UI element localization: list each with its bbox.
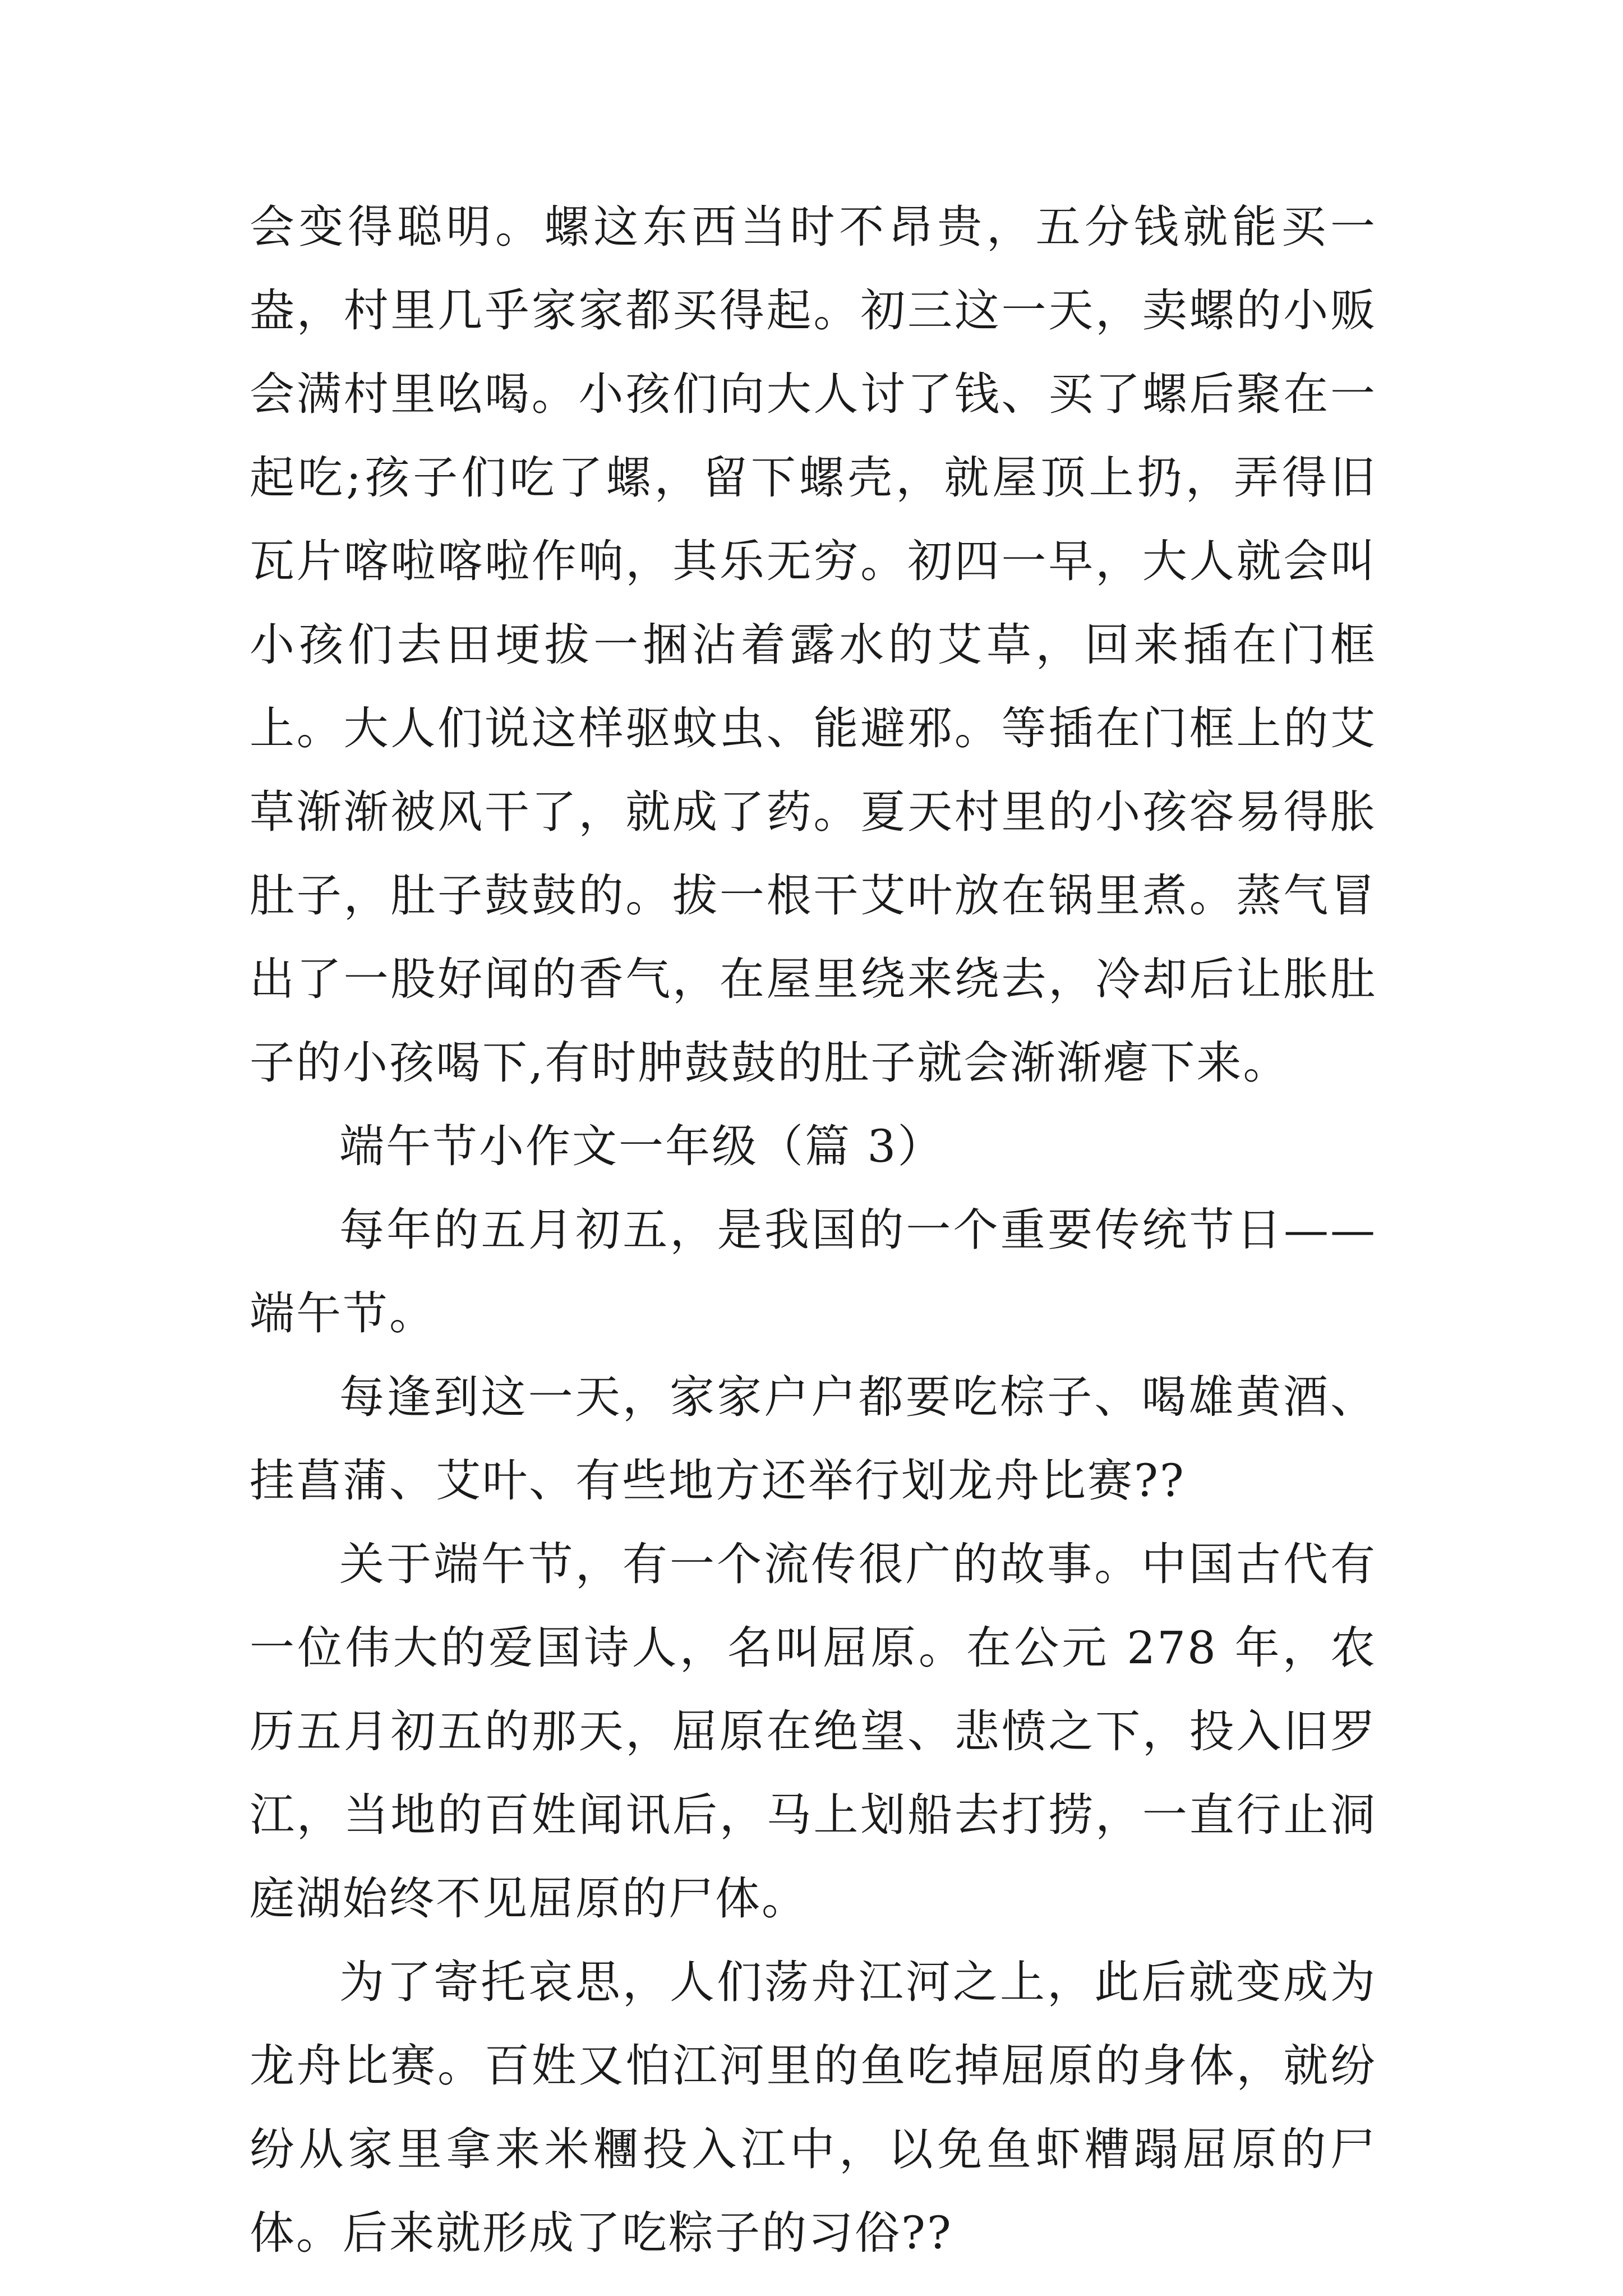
- document-body: [250, 185, 1377, 2275]
- paragraph-story: 关于端午节，有一个流传很广的故事。中国古代有一位伟大的爱国诗人，名叫屈原。在公元 278 年，农历五月初五的那天，屈原在绝望、悲愤之下，投入旧罗江，当地的百姓闻讯后，马上划船去打捞，一直行止洞庭湖始终不见屈原的尸体。: [250, 1538, 1377, 1925]
- paragraph-customs: 每逢到这一天，家家户户都要吃棕子、喝雄黄酒、挂菖蒲、艾叶、有些地方还举行划龙舟比赛??: [250, 1371, 1377, 1507]
- paragraph-tradition: 为了寄托哀思，人们荡舟江河之上，此后就变成为龙舟比赛。百姓又怕江河里的鱼吃掉屈原的身体，就纷纷从家里拿来米糰投入江中，以免鱼虾糟蹋屈原的尸体。后来就形成了吃粽子的习俗??: [250, 1956, 1377, 2259]
- paragraph-intro: 每年的五月初五，是我国的一个重要传统节日——端午节。: [250, 1204, 1377, 1340]
- section-heading: 端午节小作文一年级（篇 3）: [339, 1120, 944, 1172]
- paragraph-continuation: 会变得聪明。螺这东西当时不昂贵，五分钱就能买一盎，村里几乎家家都买得起。初三这一天，卖螺的小贩会满村里吆喝。小孩们向大人讨了钱、买了螺后聚在一起吃;孩子们吃了螺，留下螺壳，就屋顶上扔，弄得旧瓦片喀啦喀啦作响，其乐无穷。初四一早，大人就会叫小孩们去田埂拔一捆沾着露水的艾草，回来插在门框上。大人们说这样驱蚊虫、能避邪。等插在门框上的艾草渐渐被风干了，就成了药。夏天村里的小孩容易得胀肚子，肚子鼓鼓的。拔一根干艾叶放在锅里煮。蒸气冒出了一股好闻的香气，在屋里绕来绕去，冷却后让胀肚子的小孩喝下,有时肿鼓鼓的肚子就会渐渐瘪下来。: [250, 201, 1377, 1089]
